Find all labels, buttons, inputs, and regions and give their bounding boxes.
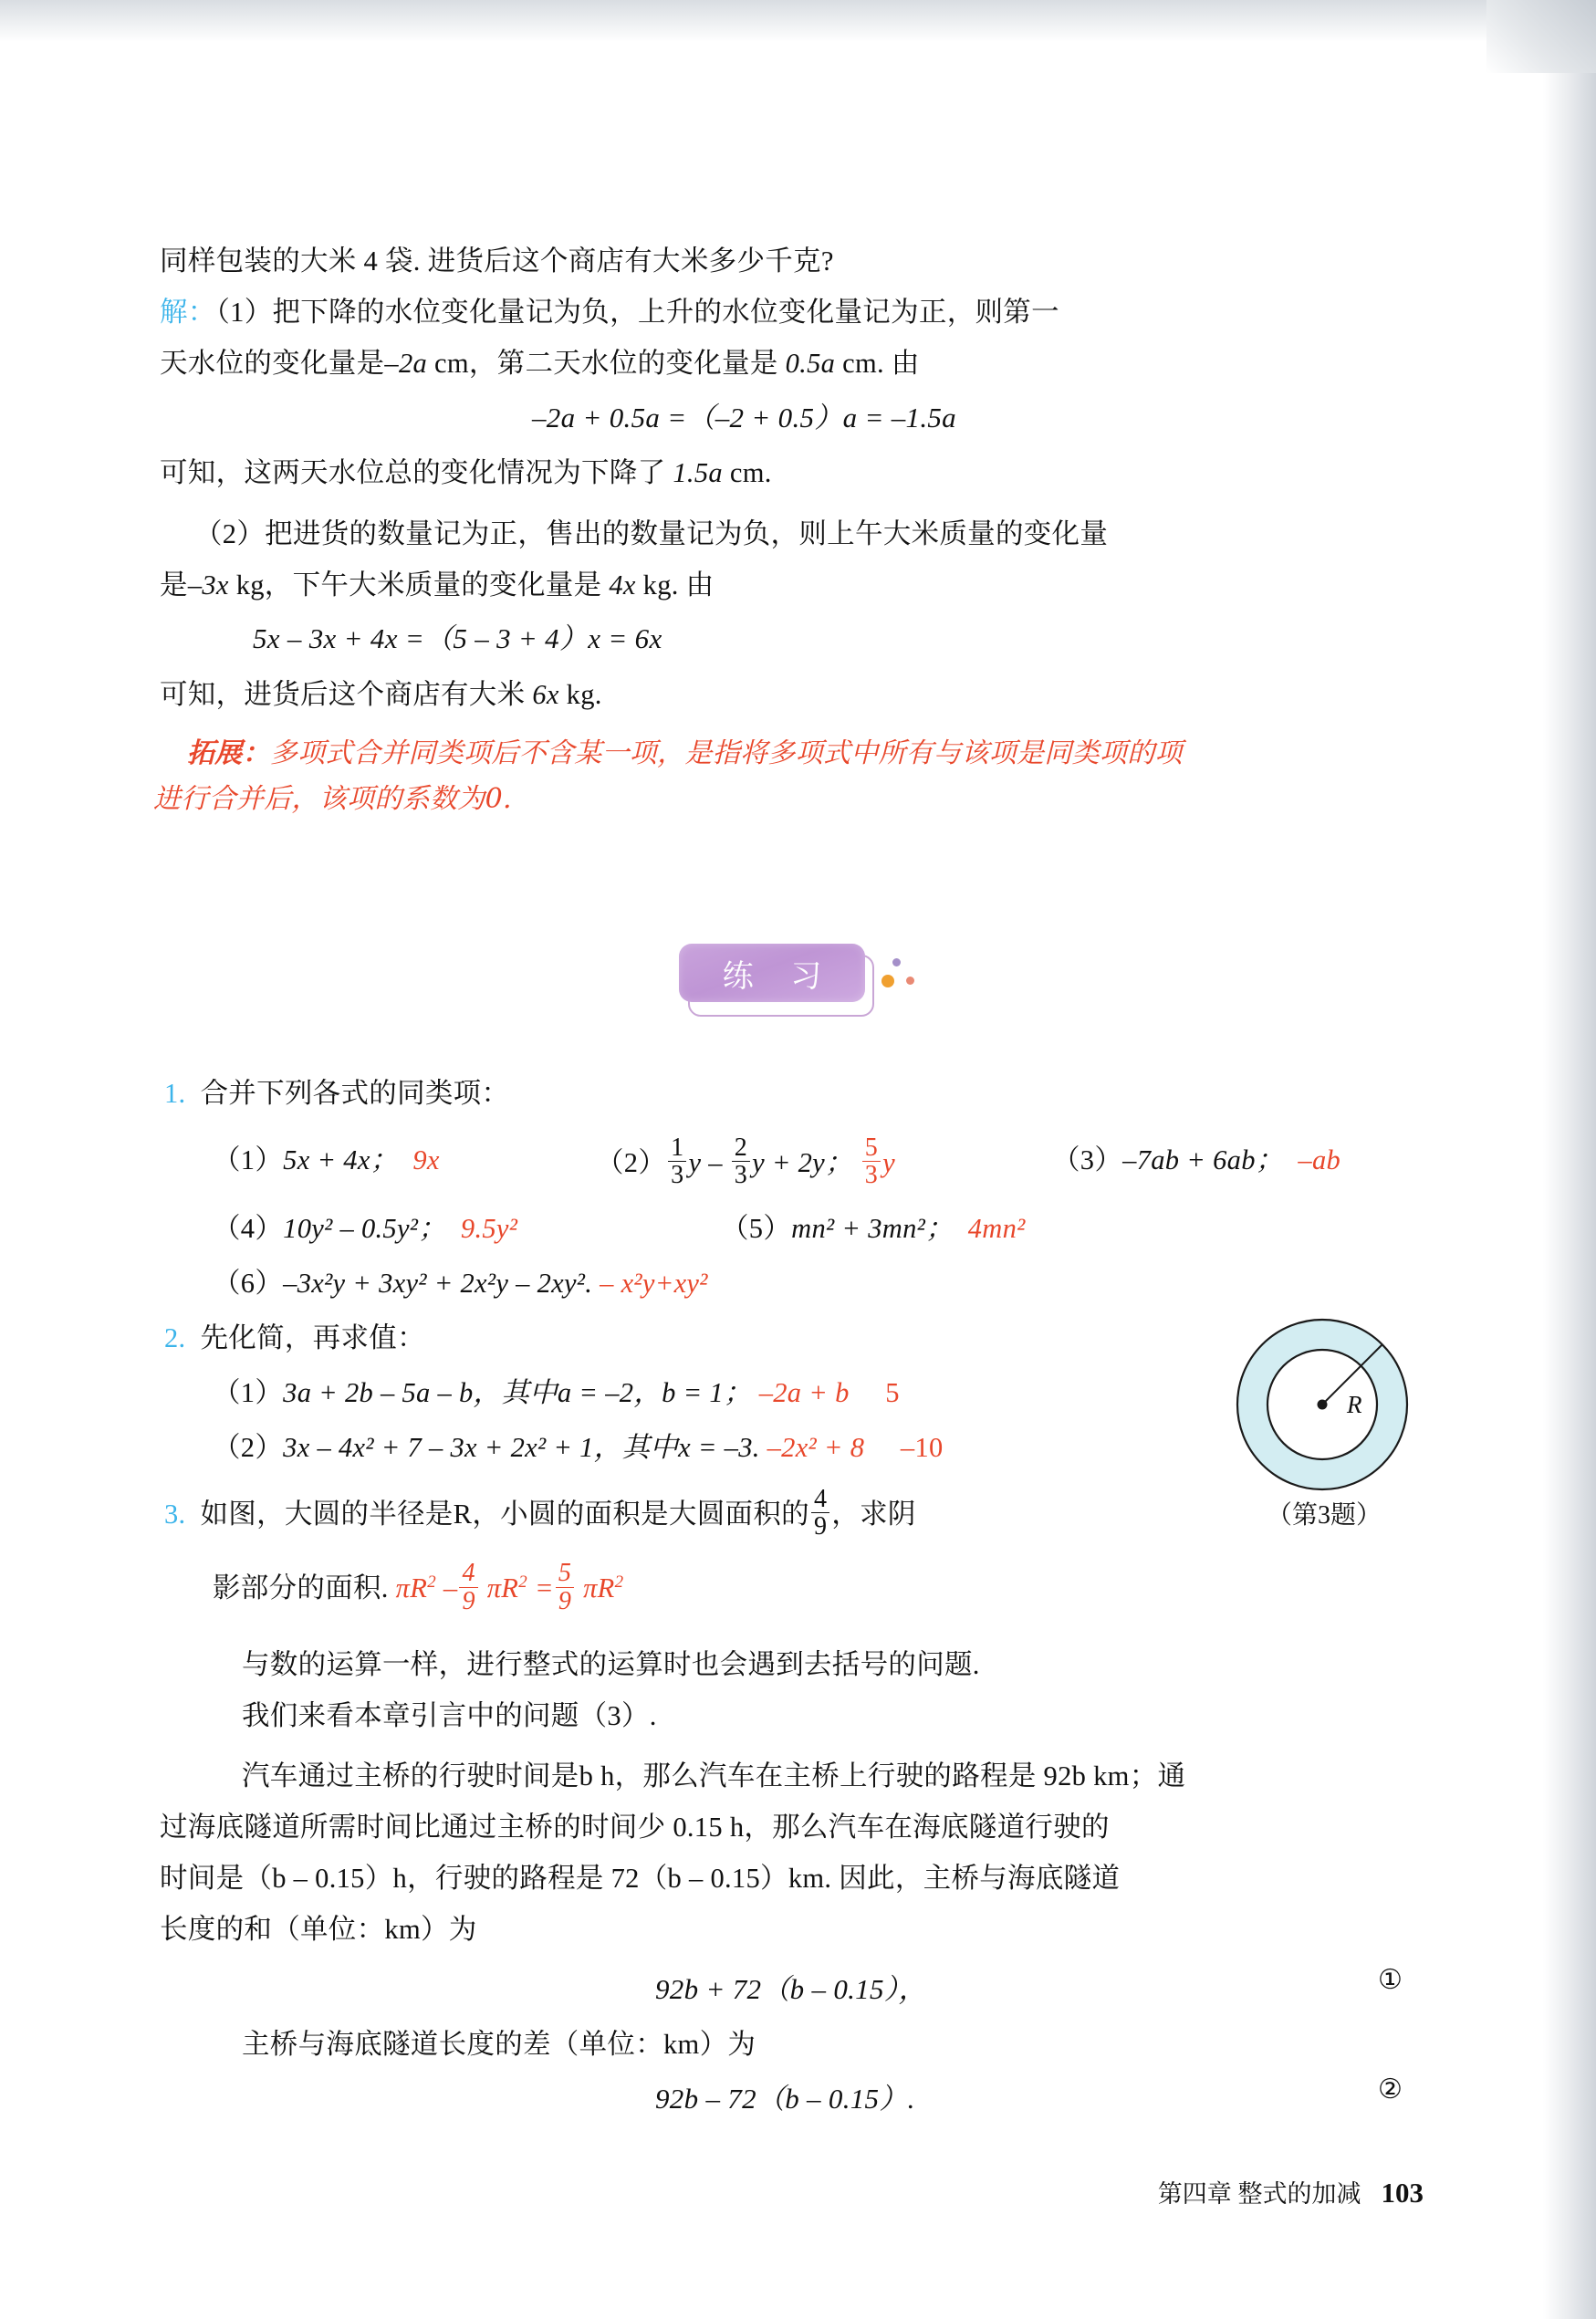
red-annotation-label: 拓展： (187, 737, 270, 769)
exercise-1-item-2 (596, 1134, 895, 1189)
annulus-svg (1219, 1316, 1429, 1499)
item-4-label: （4） (213, 1213, 284, 1244)
exercise-3-stem-frac (811, 1486, 829, 1541)
exercise-1-item-4 (213, 1203, 517, 1254)
tail-paragraph-3d: 长度的和（单位：km）为 (160, 1914, 477, 1945)
exercise-3-answer (395, 1559, 624, 1615)
display-equation-2: 5x – 3x + 4x =（5 – 3 + 4）x = 6x (253, 622, 662, 654)
exercise-2-stem: 先化简，再求值： (200, 1322, 425, 1353)
item-2-frac-2 (732, 1134, 750, 1189)
exercise-1-item-6 (213, 1258, 708, 1309)
solution-line-5 (160, 559, 714, 611)
item-5-answer: 4mn² (967, 1213, 1026, 1244)
practice-banner (677, 942, 933, 1029)
ex2-item-2-answer: –2x² + 8 (767, 1432, 865, 1463)
red-annotation-line-1 (187, 728, 1183, 779)
solve-p2-c-tail: kg. (566, 679, 602, 710)
ex2-item-1-answer2: 5 (885, 1377, 900, 1408)
item-5-label: （5） (721, 1213, 792, 1244)
solution-line-1 (160, 287, 1059, 338)
exercise-2-item-2 (213, 1422, 944, 1473)
solution-line-6 (160, 669, 602, 720)
item-2-frac-2-den: 3 (732, 1161, 750, 1188)
exercise-3-answer-line (213, 1557, 623, 1614)
ex3-frac-1 (459, 1560, 477, 1614)
exercise-3-frac-den: 9 (811, 1512, 829, 1540)
exercise-3-stem-c: 影部分的面积. (213, 1572, 389, 1604)
ex3-term-2: πR (486, 1572, 519, 1604)
ex2-item-1-label: （1） (213, 1377, 284, 1408)
exercise-1-item-1 (213, 1134, 440, 1186)
solve-p1-b-math: –2a (384, 348, 428, 379)
radius-label: R (1347, 1391, 1362, 1418)
tail-paragraph-3a: 汽车通过主桥的行驶时间是b h，那么汽车在主桥上行驶的路程是 92b km；通 (242, 1760, 1186, 1791)
item-5-expr: mn² + 3mn²； (791, 1213, 954, 1244)
exercise-3-stem-a: 如图，大圆的半径是R，小圆的面积是大圆面积的 (200, 1498, 809, 1530)
ex2-item-1-answer: –2a + b (758, 1377, 850, 1408)
exercise-3-header (164, 1486, 916, 1541)
solve-p1-a: （1）把下降的水位变化量记为负，上升的水位变化量记为正，则第一 (215, 297, 1059, 328)
item-4-expr: 10y² – 0.5y²； (283, 1213, 447, 1244)
item-1-expr: 5x + 4x； (283, 1144, 399, 1175)
top-line: 同样包装的大米 4 袋. 进货后这个商店有大米多少千克? (160, 245, 834, 277)
item-1-label: （1） (213, 1144, 284, 1175)
item-2-expr-a: y – (688, 1146, 730, 1178)
solve-label: 解： (160, 297, 216, 328)
decoration-dot-purple (892, 958, 901, 966)
tail-equation-1: 92b + 72（b – 0.15）， (655, 1973, 927, 2005)
exercise-1-item-3 (1052, 1134, 1340, 1186)
solve-p2-b-tail: kg. 由 (642, 569, 715, 601)
tail-equation-2: 92b – 72（b – 0.15）. (655, 2083, 915, 2115)
solve-p2-b-math: –3x (187, 569, 229, 601)
red-annotation-line-2: 进行合并后，该项的系数为0. (153, 783, 512, 815)
tail-paragraph-2: 我们来看本章引言中的问题（3）. (242, 1700, 657, 1731)
tail-paragraph-3c: 时间是（b – 0.15）h，行驶的路程是 72（b – 0.15）km. 因此，主桥与海底隧道 (160, 1863, 1121, 1894)
exercise-3-number: 3. (164, 1498, 186, 1530)
exercise-3-frac-num: 4 (813, 1485, 828, 1513)
item-2-frac-1-den: 3 (668, 1161, 686, 1188)
exercise-1-stem: 合并下列各式的同类项： (200, 1078, 510, 1109)
exercise-1-item-5 (721, 1203, 1026, 1254)
exercise-2-item-1 (213, 1367, 900, 1418)
solve-p1-c-math: 1.5a (673, 457, 723, 488)
ex3-minus: – (443, 1572, 458, 1604)
solve-p2-b-head: 是 (160, 569, 188, 601)
solution-line-3 (160, 447, 772, 498)
ex3-frac-1-num: 4 (462, 1559, 475, 1588)
decoration-dot-pink (906, 977, 914, 985)
item-2-frac-1-num: 1 (671, 1133, 684, 1162)
exercise-3-stem-b: ，求阴 (831, 1498, 916, 1530)
exercise-1-header (164, 1068, 509, 1119)
practice-banner-label: 练 习 (679, 944, 865, 1002)
item-3-answer: –ab (1298, 1144, 1341, 1175)
red-annotation-text-1: 多项式合并同类项后不含某一项，是指将多项式中所有与该项是同类项的项 (269, 737, 1183, 769)
page-edge-right (1543, 0, 1596, 2319)
item-2-expr-b: y + 2y； (752, 1146, 853, 1178)
footer-page-number: 103 (1381, 2177, 1424, 2209)
solve-p1-b-math2: 0.5a (785, 348, 836, 379)
solution-line-4: （2）把进货的数量记为正，售出的数量记为负，则上午大米质量的变化量 (194, 518, 1109, 549)
solution-line-2 (160, 338, 920, 389)
item-2-frac-1 (668, 1134, 686, 1189)
decoration-dot-orange (881, 975, 894, 987)
item-2-answer-var: y (882, 1146, 895, 1178)
solve-p1-c-tail: cm. (729, 457, 772, 488)
exercise-1-number: 1. (164, 1078, 186, 1109)
center-point (1318, 1400, 1328, 1410)
ex3-frac-2-num: 5 (558, 1559, 572, 1588)
ex3-term-1: πR (395, 1572, 428, 1604)
solve-p1-c: 可知，这两天水位总的变化情况为下降了 (160, 457, 666, 488)
exercise-2-header (164, 1312, 425, 1363)
item-1-answer: 9x (412, 1144, 440, 1175)
page-footer (0, 2174, 1424, 2209)
solve-p1-b-tail: cm. 由 (842, 348, 920, 379)
item-6-expr: –3x²y + 3xy² + 2x²y – 2xy². (283, 1268, 593, 1299)
ex3-term-3-sup: 2 (614, 1572, 624, 1592)
tail-equation-1-number: ① (1378, 1965, 1403, 1995)
item-3-expr: –7ab + 6ab； (1122, 1144, 1284, 1175)
item-4-answer: 9.5y² (460, 1213, 518, 1244)
item-2-answer-frac (862, 1134, 881, 1189)
solve-p1-b: 天水位的变化量是 (160, 348, 385, 379)
item-2-answer-den: 3 (862, 1161, 881, 1188)
tail-equation-2-number: ② (1378, 2074, 1403, 2105)
ex3-frac-2 (556, 1560, 574, 1614)
figure-3-annulus (1219, 1316, 1456, 1581)
exercise-2-number: 2. (164, 1322, 186, 1353)
ex3-term-2-sup: 2 (518, 1572, 527, 1592)
item-2-frac-2-num: 2 (734, 1133, 748, 1162)
item-3-label: （3） (1052, 1144, 1123, 1175)
ex3-term-1-sup: 2 (427, 1572, 436, 1592)
item-6-answer: – x²y+xy² (600, 1268, 708, 1299)
ex3-equals: = (534, 1572, 554, 1604)
tail-paragraph-3b: 过海底隧道所需时间比通过主桥的时间少 0.15 h，那么汽车在海底隧道行驶的 (160, 1812, 1110, 1843)
item-6-label: （6） (213, 1268, 284, 1299)
solve-p1-b-unit: cm，第二天水位的变化量是 (434, 348, 778, 379)
ex3-frac-2-den: 9 (556, 1587, 574, 1614)
figure-3-caption: （第3题） (1266, 1501, 1382, 1530)
ex3-term-3: πR (583, 1572, 615, 1604)
ex2-item-2-expr: 3x – 4x² + 7 – 3x + 2x² + 1，其中x = –3. (283, 1432, 760, 1463)
solve-p2-b-mid: kg，下午大米质量的变化量是 (235, 569, 602, 601)
footer-chapter: 第四章 整式的加减 (1157, 2180, 1361, 2208)
item-2-label: （2） (596, 1146, 667, 1178)
ex2-item-2-label: （2） (213, 1432, 284, 1463)
solve-p2-b-math2: 4x (609, 569, 636, 601)
item-2-answer-num: 5 (864, 1133, 879, 1162)
ex2-item-2-answer2: –10 (900, 1432, 944, 1463)
tail-paragraph-4: 主桥与海底隧道长度的差（单位：km）为 (242, 2029, 756, 2060)
ex3-frac-1-den: 9 (459, 1587, 477, 1614)
ex2-item-1-expr: 3a + 2b – 5a – b，其中a = –2，b = 1； (283, 1377, 752, 1408)
tail-paragraph-1: 与数的运算一样，进行整式的运算时也会遇到去括号的问题. (242, 1649, 980, 1680)
solve-p2-c-math: 6x (532, 679, 559, 710)
display-equation-1: –2a + 0.5a =（–2 + 0.5）a = –1.5a (532, 402, 956, 434)
solve-p2-c: 可知，进货后这个商店有大米 (160, 679, 526, 710)
